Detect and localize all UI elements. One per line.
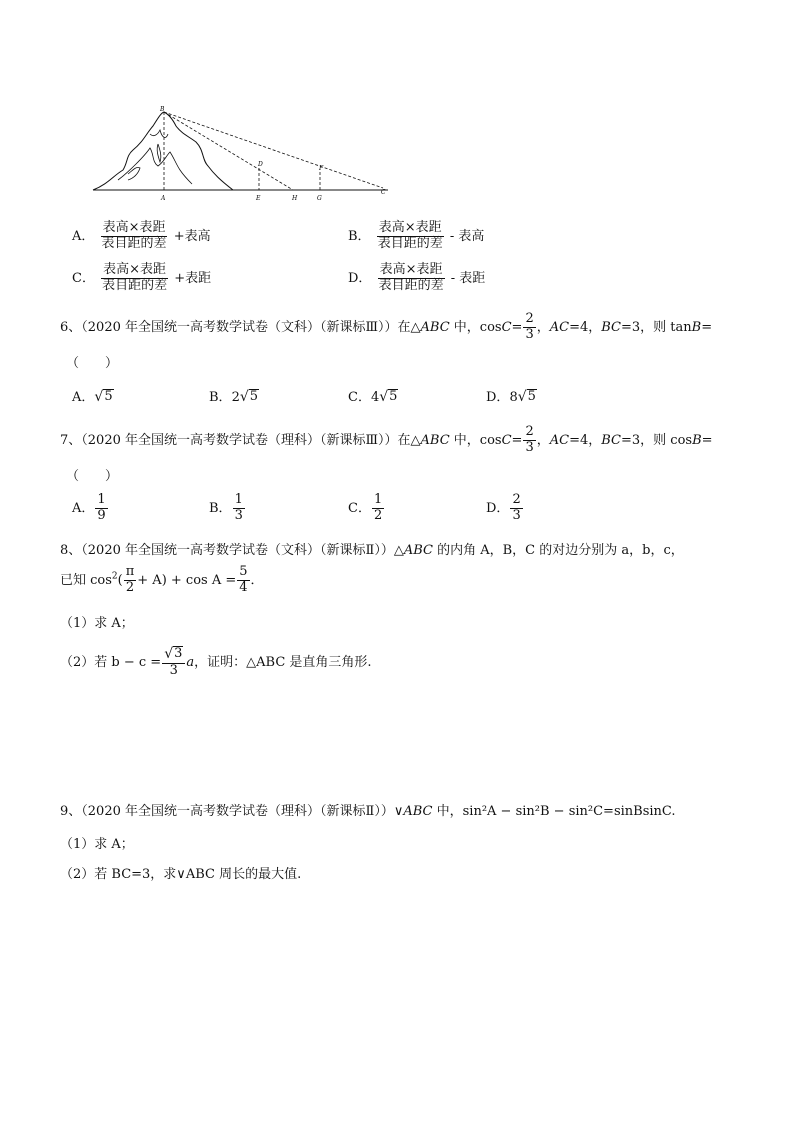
fraction: $\frac{2}{3}$ [525, 424, 534, 455]
label-G: G [317, 195, 322, 202]
q8-stem: 8、（2020 年全国统一高考数学试卷（文科）（新课标Ⅱ））△ABC 的内角 A，B，C 的对边分别为 a，b，c， [60, 543, 684, 558]
option-label: D． [348, 270, 372, 286]
label-B: B [160, 106, 165, 113]
label-H: H [292, 195, 298, 202]
label-D: D [258, 161, 263, 168]
option-suffix: +表高 [173, 228, 211, 244]
option-suffix: - 表高 [449, 228, 485, 244]
fraction: $\frac{2}{3}$ [525, 311, 534, 342]
q6-option-d: D．8 √ 5 [486, 388, 536, 405]
q7-option-a: A． $\frac{1}{9}$ [72, 492, 106, 523]
q9-part2: （2）若 BC=3，求∨ABC 周长的最大值. [60, 867, 302, 882]
q5-option-c [72, 263, 211, 294]
label-F: F [319, 165, 324, 172]
q8-given: 已知 $\cos^2$( $\frac{\pi}{2}$ + A) + cos A = $\frac{5}{4}$ ． [60, 564, 264, 595]
q7-option-d: D． $\frac{2}{3}$ [486, 492, 521, 523]
fraction [100, 221, 169, 252]
denominator: 表目距的差 [378, 277, 444, 293]
fraction [376, 221, 445, 252]
option-label: B． [348, 228, 371, 244]
denominator: 表目距的差 [102, 277, 168, 293]
q8-part1: （1）求 A； [60, 616, 134, 631]
option-suffix: - 表距 [450, 270, 486, 286]
q5-option-d [348, 263, 485, 294]
numerator: 表高×表距 [102, 220, 166, 235]
label-C: C [381, 189, 386, 196]
denominator: 表目距的差 [101, 235, 167, 251]
numerator: 表高×表距 [378, 220, 442, 235]
q6-stem: 6、（2020 年全国统一高考数学试卷（文科）（新课标Ⅲ））在△ABC 中，cosC= $\frac{2}{3}$ ，AC=4，BC=3，则 tanB= [60, 311, 713, 342]
q9-part1: （1）求 A； [60, 837, 134, 852]
q5-option-a [72, 221, 211, 252]
option-label: C． [72, 270, 95, 286]
denominator: 表目距的差 [377, 235, 443, 251]
q8-part2: （2）若 b − c = √ 3 3 a，证明：△ABC 是直角三角形. [60, 646, 372, 679]
q5-option-b [348, 221, 484, 252]
fraction [377, 263, 446, 294]
fraction [100, 263, 169, 294]
q6-option-a: A． √ 5 [72, 388, 113, 405]
q7-stem: 7、（2020 年全国统一高考数学试卷（理科）（新课标Ⅲ））在△ABC 中，cosC= $\frac{2}{3}$ ，AC=4，BC=3，则 cosB= [60, 424, 713, 455]
numerator: 表高×表距 [103, 262, 167, 277]
numerator: 表高×表距 [379, 262, 443, 277]
option-label: A． [72, 228, 95, 244]
q6-paren: （ ） [66, 356, 119, 371]
q6-option-b: B．2 √ 5 [209, 388, 259, 405]
q6-option-c: C．4 √ 5 [348, 388, 398, 405]
option-suffix: +表距 [174, 270, 212, 286]
q7-option-b: B． $\frac{1}{3}$ [209, 492, 243, 523]
q7-paren: （ ） [66, 469, 119, 484]
label-A: A [161, 195, 166, 202]
label-E: E [256, 195, 261, 202]
q7-option-c: C． $\frac{1}{2}$ [348, 492, 383, 523]
mountain-figure [88, 104, 398, 204]
q9-stem: 9、（2020 年全国统一高考数学试卷（理科）（新课标Ⅱ））∨ABC 中，sin²A − sin²B − sin²C=sinBsinC. [60, 804, 676, 819]
